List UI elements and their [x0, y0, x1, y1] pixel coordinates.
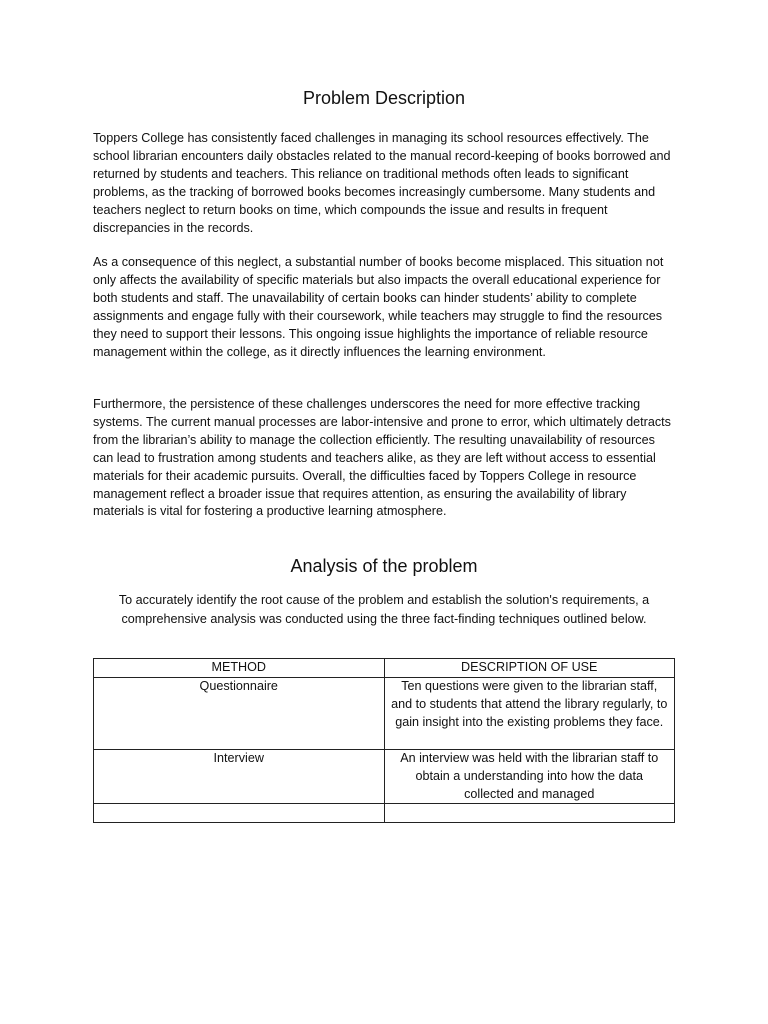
method-cell	[94, 804, 385, 823]
table-header-row	[94, 659, 675, 678]
problem-paragraph-2: As a consequence of this neglect, a substantial number of books become misplaced. This situation not only affects the availability of specific materials but also impacts the overall educational experience for both students and staff. The unavailability of certain books can hinder students’ ability to complete assignments and engage fully with their coursework, while teachers may struggle to find the resources they need to support their lessons. This ongoing issue highlights the importance of reliable resource management within the college, as it directly influences the learning environment.	[93, 255, 664, 359]
method-cell: Questionnaire	[94, 678, 385, 750]
table-row	[94, 678, 675, 750]
column-header-description: DESCRIPTION OF USE	[384, 659, 675, 678]
fact-finding-table	[93, 658, 675, 823]
analysis-heading: Analysis of the problem	[290, 556, 478, 576]
problem-paragraph-3: Furthermore, the persistence of these challenges underscores the need for more effective tracking systems. The current manual processes are labor-intensive and prone to error, which ultimately detracts from the librarian’s ability to manage the collection efficiently. The resulting unavailability of resources can lead to frustration among students and teachers alike, as they are left without access to essential materials for their academic pursuits. Overall, the difficulties faced by Toppers College in resource management reflect a broader issue that requires attention, as ensuring the availability of library materials is vital for fostering a productive learning atmosphere.	[93, 397, 671, 519]
description-cell	[384, 804, 675, 823]
description-cell: An interview was held with the librarian staff to obtain a understanding into how the data collected and managed	[384, 750, 675, 804]
problem-paragraph-1: Toppers College has consistently faced challenges in managing its school resources effectively. The school librarian encounters daily obstacles related to the manual record-keeping of books borrowed and returned by students and teachers. This reliance on traditional methods often leads to significant problems, as the tracking of borrowed books becomes increasingly cumbersome. Many students and teachers neglect to return books on time, which compounds the issue and results in frequent discrepancies in the records.	[93, 131, 671, 235]
table-row	[94, 804, 675, 823]
column-header-method: METHOD	[94, 659, 385, 678]
description-cell: Ten questions were given to the librarian staff, and to students that attend the library regularly, to gain insight into the existing problems they face.	[384, 678, 675, 750]
table-row	[94, 750, 675, 804]
problem-description-heading: Problem Description	[302, 88, 466, 108]
method-cell: Interview	[94, 750, 385, 804]
analysis-intro: To accurately identify the root cause of the problem and establish the solution's requirements, a comprehensive analysis was conducted using the three fact-finding techniques outlined below.	[118, 593, 650, 627]
